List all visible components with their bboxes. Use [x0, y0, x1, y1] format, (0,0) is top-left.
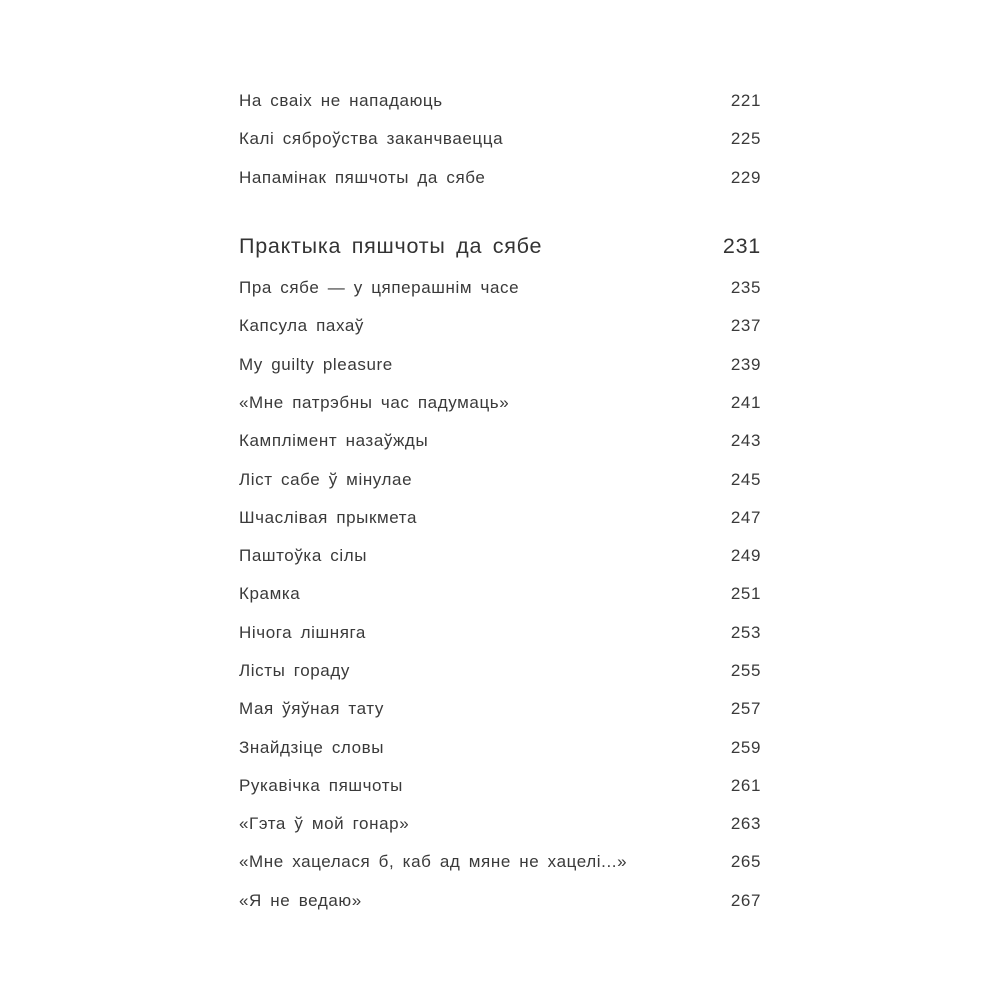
toc-entry	[239, 460, 761, 498]
toc-entry-page: 235	[730, 278, 761, 298]
toc-entry	[239, 537, 761, 575]
toc-entry-page: 247	[730, 507, 761, 527]
toc-entry-page: 257	[730, 699, 761, 719]
toc-entry	[239, 384, 761, 422]
toc-entry	[239, 120, 761, 158]
toc-entry	[239, 728, 761, 766]
toc-entry	[239, 422, 761, 460]
toc-entry-title: Напамінак пяшчоты да сябе	[239, 167, 486, 187]
toc-entry-title: Паштоўка сілы	[239, 546, 368, 566]
toc-entry-page: 267	[730, 890, 761, 910]
toc-entry-page: 259	[730, 737, 761, 757]
toc-entry-page: 255	[730, 661, 761, 680]
toc-entry-title: Крамка	[239, 584, 301, 604]
toc-entry	[239, 843, 761, 881]
toc-entry-title: Ліст сабе ў мінулае	[239, 469, 413, 489]
toc-entry-title: «Мне патрэбны час падумаць»	[239, 392, 510, 412]
toc-entry-title: Капсула пахаў	[239, 316, 365, 336]
toc-entry-title: «Мне хацелася б, каб ад мяне не хацелі...»	[239, 852, 628, 872]
toc-entry	[239, 767, 761, 805]
toc-entry	[239, 614, 761, 652]
toc-entry	[239, 882, 761, 920]
toc-section-heading	[239, 226, 761, 268]
toc-entry-page: 239	[730, 354, 761, 374]
toc-entry-title: Калі сяброўства заканчваецца	[239, 129, 504, 149]
toc-entry-page: 225	[730, 129, 761, 149]
toc-entry-page: 261	[730, 775, 761, 795]
toc-entry	[239, 652, 761, 690]
toc-entry-page: 265	[730, 852, 761, 872]
toc-section-title: Практыка пяшчоты да сябе	[239, 234, 543, 259]
toc-entry-title: Лісты гораду	[239, 661, 350, 680]
toc-entry-title: Рукавічка пяшчоты	[239, 775, 403, 795]
toc-entry-page: 237	[730, 316, 761, 336]
table-of-contents	[239, 82, 761, 920]
toc-entry	[239, 345, 761, 383]
toc-entry-page: 251	[730, 584, 761, 604]
toc-entry-title: Мая ўяўная тату	[239, 699, 384, 719]
toc-entry-title: Нічога лішняга	[239, 622, 366, 642]
toc-entry-page: 243	[730, 431, 761, 451]
toc-entry-page: 249	[730, 546, 761, 566]
toc-entry-page: 221	[730, 91, 761, 111]
toc-entry-title: My guilty pleasure	[239, 354, 393, 374]
toc-entry	[239, 82, 761, 120]
toc-entry-page: 229	[730, 167, 761, 187]
toc-entry-page: 263	[730, 814, 761, 834]
toc-entry	[239, 307, 761, 345]
toc-entry	[239, 805, 761, 843]
toc-entry	[239, 499, 761, 537]
toc-section-page: 231	[722, 234, 761, 259]
toc-entry-title: На сваіх не нападаюць	[239, 91, 443, 111]
toc-entry	[239, 690, 761, 728]
toc-entry-title: «Я не ведаю»	[239, 890, 362, 910]
toc-entry	[239, 159, 761, 197]
toc-entry-title: Пра сябе — у цяперашнім часе	[239, 278, 520, 298]
toc-entry-title: Знайдзіце словы	[239, 737, 385, 757]
toc-entry-page: 253	[730, 622, 761, 642]
toc-entry-title: Шчаслівая прыкмета	[239, 507, 418, 527]
toc-entry-title: «Гэта ў мой гонар»	[239, 814, 410, 834]
toc-entry-title: Камплімент назаўжды	[239, 431, 429, 451]
toc-entry	[239, 269, 761, 307]
toc-entry	[239, 575, 761, 613]
toc-entry-page: 241	[730, 392, 761, 412]
toc-entry-page: 245	[730, 469, 761, 489]
